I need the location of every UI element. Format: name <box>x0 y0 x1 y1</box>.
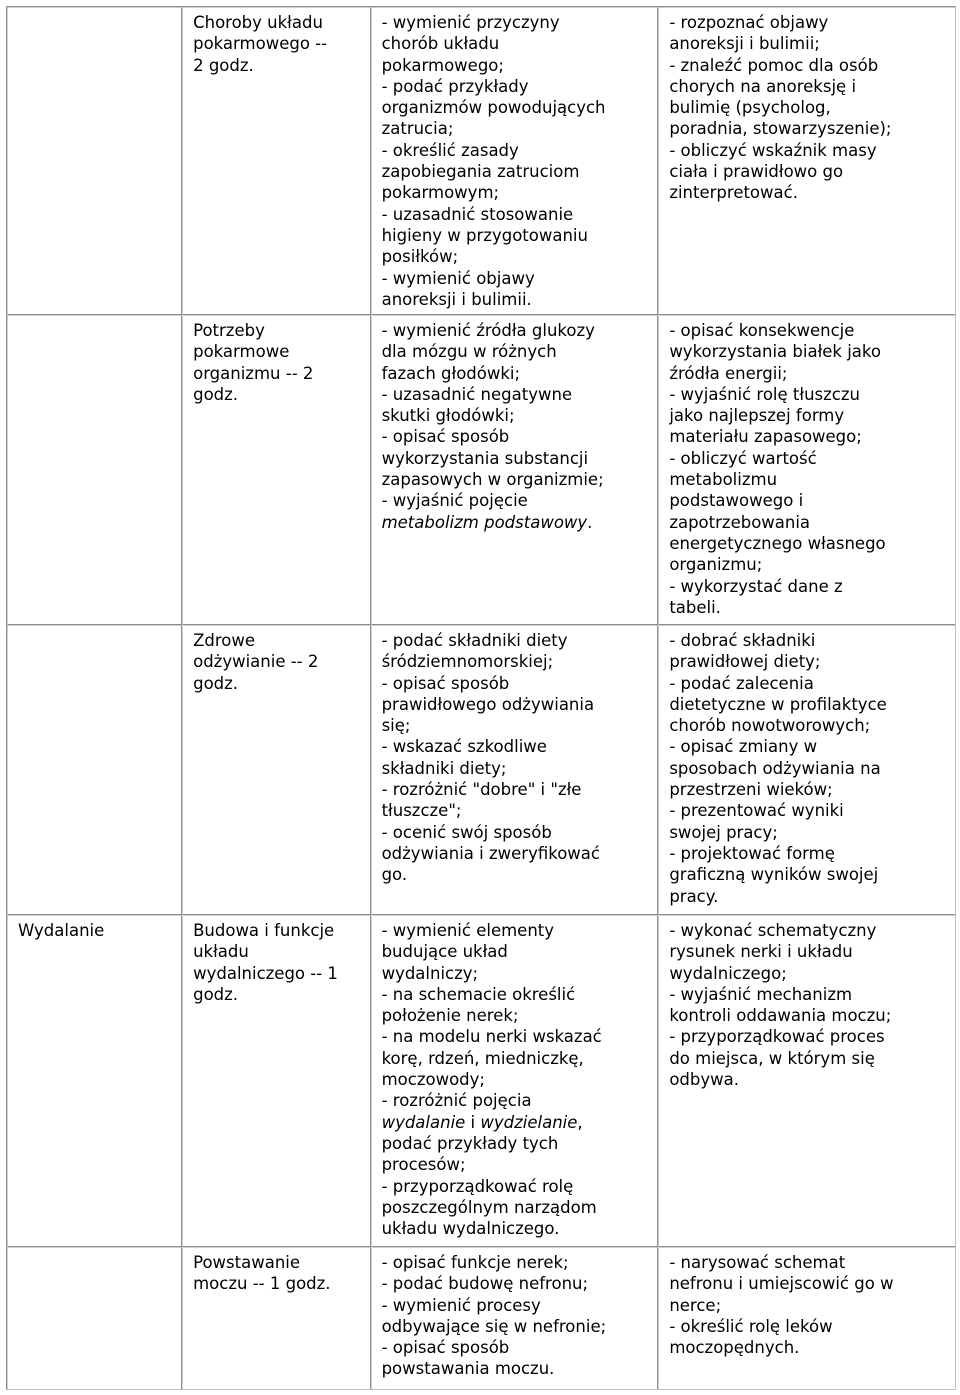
basic-requirements-cell <box>371 1247 659 1389</box>
cell-text-line <box>382 920 648 941</box>
cell-text-line <box>382 984 648 1005</box>
cell-text-line <box>382 779 648 800</box>
cell-text-line: układu <box>193 942 249 962</box>
basic-requirements-cell <box>371 315 659 625</box>
text-segment: - określić rolę leków <box>669 1316 833 1336</box>
cell-text-line <box>382 864 648 885</box>
cell-text-line <box>669 843 945 864</box>
cell-text-line <box>669 800 945 821</box>
cell-text-line <box>669 1316 945 1337</box>
cell-text-line <box>669 97 945 118</box>
extended-requirements-cell <box>658 915 955 1247</box>
text-segment: materiału zapasowego; <box>669 427 862 447</box>
cell-text-line <box>669 426 945 447</box>
text-segment: korę, rdzeń, miedniczkę, <box>381 1048 584 1068</box>
cell-text-line <box>669 33 945 54</box>
topic-cell <box>182 1247 370 1389</box>
cell-text-line <box>669 76 945 97</box>
cell-text-line <box>669 161 945 182</box>
cell-text-line <box>669 341 945 362</box>
text-segment: energetycznego własnego <box>669 533 886 553</box>
cell-text-line: odżywianie -- 2 <box>193 652 319 672</box>
cell-text-line <box>669 1069 945 1090</box>
text-segment: - prezentować wyniki <box>669 801 844 821</box>
extended-requirements-cell <box>658 1247 955 1389</box>
cell-text-line <box>382 268 648 289</box>
cell-text-line <box>382 161 648 182</box>
text-segment: . <box>587 512 593 532</box>
cell-text-line <box>382 140 648 161</box>
cell-text-line <box>382 941 648 962</box>
topic-cell <box>182 625 370 915</box>
cell-text-line <box>669 490 945 511</box>
text-segment: chorób układu <box>381 34 500 54</box>
text-segment: - wyjaśnić rolę tłuszczu <box>669 384 860 404</box>
text-segment: zapobiegania zatruciom <box>381 162 580 182</box>
text-segment: powstawania moczu. <box>381 1359 555 1379</box>
cell-text-line <box>669 736 945 757</box>
cell-text-line <box>669 779 945 800</box>
text-segment: odbywające się w nefronie; <box>381 1316 607 1336</box>
cell-text-line <box>382 1154 648 1175</box>
extended-requirements-cell <box>658 625 955 915</box>
cell-text-line <box>382 512 648 533</box>
text-segment: - podać budowę nefronu; <box>381 1274 589 1294</box>
table-row <box>7 7 955 315</box>
cell-text-line <box>382 320 648 341</box>
cell-text-line <box>669 651 945 672</box>
italic-term: wydzielanie <box>480 1112 578 1132</box>
text-segment: - na modelu nerki wskazać <box>381 1027 602 1047</box>
text-segment: poszczególnym narządom <box>381 1197 597 1217</box>
cell-text-line: Wydalanie <box>18 921 105 940</box>
cell-text-line <box>669 140 945 161</box>
text-segment: - znaleźć pomoc dla osób <box>669 55 879 75</box>
cell-text-line <box>382 405 648 426</box>
cell-text-line: godz. <box>193 384 239 404</box>
cell-text-line <box>669 384 945 405</box>
text-segment: moczowody; <box>381 1070 485 1090</box>
cell-text-line <box>669 864 945 885</box>
cell-text-line <box>382 1026 648 1047</box>
cell-text-line <box>382 225 648 246</box>
text-segment: - wymienić przyczyny <box>381 13 560 32</box>
cell-text-line <box>382 1273 648 1294</box>
cell-text-line: godz. <box>193 984 239 1004</box>
cell-text-line: pokarmowego -- <box>193 34 328 54</box>
text-segment: - przyporządkować proces <box>669 1027 885 1047</box>
cell-text-line <box>382 843 648 864</box>
text-segment: bulimię (psycholog, <box>669 98 831 118</box>
text-segment: sposobach odżywiania na <box>669 758 881 778</box>
cell-text-line <box>669 597 945 618</box>
section-cell <box>7 915 182 1247</box>
cell-text-line <box>669 12 945 33</box>
text-segment: dietetyczne w profilaktyce <box>669 694 887 714</box>
cell-text-line <box>382 118 648 139</box>
topic-cell <box>182 315 370 625</box>
text-segment: się; <box>381 716 411 736</box>
text-segment: wykorzystania białek jako <box>669 342 881 362</box>
text-segment: zapotrzebowania <box>669 512 811 532</box>
text-segment: tabeli. <box>669 597 721 617</box>
cell-text-line <box>382 630 648 651</box>
cell-text-line <box>669 886 945 907</box>
cell-text-line <box>669 118 945 139</box>
text-segment: tłuszcze"; <box>381 801 462 821</box>
cell-text-line <box>382 384 648 405</box>
cell-text-line <box>382 715 648 736</box>
cell-text-line: organizmu -- 2 <box>193 363 314 383</box>
text-segment: poradnia, stowarzyszenie); <box>669 119 892 139</box>
cell-text-line <box>669 694 945 715</box>
text-segment: pokarmowego; <box>381 55 504 75</box>
text-segment: kontroli oddawania moczu; <box>669 1006 892 1026</box>
cell-text-line <box>382 694 648 715</box>
text-segment: graficzną wyników swojej <box>669 865 879 885</box>
cell-text-line <box>382 1316 648 1337</box>
cell-text-line <box>382 1090 648 1111</box>
text-segment: chorób nowotworowych; <box>669 716 871 736</box>
cell-text-line <box>382 1252 648 1273</box>
extended-requirements-cell <box>658 7 955 315</box>
text-segment: prawidłowego odżywiania <box>381 694 595 714</box>
text-segment: - rozróżnić pojęcia <box>381 1091 532 1111</box>
cell-text-line <box>382 963 648 984</box>
cell-text-line <box>669 1005 945 1026</box>
cell-text-line <box>669 554 945 575</box>
text-segment: dla mózgu w różnych <box>381 342 557 362</box>
cell-text-line <box>669 182 945 203</box>
topic-cell <box>182 7 370 315</box>
cell-text-line <box>669 1337 945 1358</box>
text-segment: położenie nerek; <box>381 1006 519 1026</box>
cell-text-line: Zdrowe <box>193 631 256 650</box>
text-segment: jako najlepszej formy <box>669 406 845 426</box>
cell-text-line <box>382 651 648 672</box>
curriculum-table <box>6 6 956 1390</box>
text-segment: - opisać konsekwencje <box>669 321 855 340</box>
cell-text-line <box>382 1069 648 1090</box>
text-segment: - wykorzystać dane z <box>669 576 843 596</box>
text-segment: metabolizmu <box>669 470 778 490</box>
text-segment: - określić zasady <box>381 140 519 160</box>
text-segment: źródła energii; <box>669 363 788 383</box>
section-cell <box>7 315 182 625</box>
text-segment: - wskazać szkodliwe <box>381 737 547 757</box>
cell-text-line <box>669 469 945 490</box>
text-segment: chorych na anoreksję i <box>669 76 857 96</box>
text-segment: - wykonać schematyczny <box>669 921 877 940</box>
cell-text-line: Budowa i funkcje <box>193 921 335 940</box>
cell-text-line <box>669 512 945 533</box>
cell-text-line <box>669 715 945 736</box>
text-segment: - wymienić procesy <box>381 1295 541 1315</box>
cell-text-line: wydalniczego -- 1 <box>193 963 338 983</box>
text-segment: - ocenić swój sposób <box>381 822 552 842</box>
text-segment: moczopędnych. <box>669 1338 800 1358</box>
cell-text-line <box>669 320 945 341</box>
text-segment: pracy. <box>669 886 719 906</box>
text-segment: posiłków; <box>381 247 459 267</box>
italic-term: metabolizm podstawowy <box>381 512 588 532</box>
cell-text-line <box>669 822 945 843</box>
cell-text-line <box>382 800 648 821</box>
text-segment: higieny w przygotowaniu <box>381 225 588 245</box>
text-segment: zatrucia; <box>381 119 454 139</box>
text-segment: anoreksji i bulimii; <box>669 34 820 54</box>
text-segment: organizmów powodujących <box>381 98 606 118</box>
cell-text-line <box>669 576 945 597</box>
cell-text-line <box>382 341 648 362</box>
cell-text-line <box>382 1295 648 1316</box>
cell-text-line <box>669 55 945 76</box>
cell-text-line: Choroby układu <box>193 13 323 32</box>
text-segment: - wyjaśnić pojęcie <box>381 491 528 511</box>
text-segment: nerce; <box>669 1295 722 1315</box>
cell-text-line <box>382 246 648 267</box>
text-segment: zapasowych w organizmie; <box>381 470 604 490</box>
text-segment: - podać składniki diety <box>381 631 568 650</box>
text-segment: - opisać funkcje nerek; <box>381 1253 569 1272</box>
text-segment: ciała i prawidłowo go <box>669 162 844 182</box>
text-segment: wydalniczy; <box>381 963 479 983</box>
cell-text-line <box>382 490 648 511</box>
text-segment: - wymienić objawy <box>381 268 535 288</box>
cell-text-line <box>382 1358 648 1379</box>
cell-text-line <box>382 33 648 54</box>
cell-text-line <box>382 1005 648 1026</box>
text-segment: przestrzeni wieków; <box>669 780 833 800</box>
text-segment: fazach głodówki; <box>381 363 521 383</box>
text-segment: - wymienić elementy <box>381 921 555 940</box>
cell-text-line <box>382 426 648 447</box>
text-segment: wydalniczego; <box>669 963 787 983</box>
text-segment: pokarmowym; <box>381 183 500 203</box>
text-segment: - rozróżnić "dobre" i "złe <box>381 780 582 800</box>
text-segment: organizmu; <box>669 555 763 575</box>
basic-requirements-cell <box>371 625 659 915</box>
cell-text-line <box>669 920 945 941</box>
cell-text-line <box>382 182 648 203</box>
text-segment: podstawowego i <box>669 491 804 511</box>
cell-text-line: Potrzeby <box>193 321 265 340</box>
text-segment: rysunek nerki i układu <box>669 942 853 962</box>
cell-text-line <box>382 673 648 694</box>
cell-text-line <box>382 448 648 469</box>
text-segment: zinterpretować. <box>669 183 798 203</box>
text-segment: i <box>465 1112 481 1132</box>
text-segment: układu wydalniczego. <box>381 1219 560 1239</box>
text-segment: anoreksji i bulimii. <box>381 289 532 309</box>
cell-text-line: pokarmowe <box>193 342 290 362</box>
text-segment: podać przykłady tych <box>381 1133 559 1153</box>
text-segment: - dobrać składniki <box>669 631 816 650</box>
text-segment: do miejsca, w którym się <box>669 1048 875 1068</box>
cell-text-line <box>382 12 648 33</box>
cell-text-line <box>382 76 648 97</box>
table-row <box>7 1247 955 1389</box>
cell-text-line <box>669 941 945 962</box>
topic-cell <box>182 915 370 1247</box>
italic-term: wydalanie <box>381 1112 466 1132</box>
cell-text-line <box>669 758 945 779</box>
cell-text-line <box>669 448 945 469</box>
text-segment: - przyporządkować rolę <box>381 1176 574 1196</box>
text-segment: śródziemnomorskiej; <box>381 652 554 672</box>
cell-text-line <box>669 1273 945 1294</box>
text-segment: - uzasadnić negatywne <box>381 384 573 404</box>
text-segment: - opisać sposób <box>381 1338 510 1358</box>
cell-text-line <box>382 1048 648 1069</box>
text-segment: - rozpoznać objawy <box>669 13 829 32</box>
cell-text-line <box>382 1176 648 1197</box>
text-segment: nefronu i umiejscowić go w <box>669 1274 894 1294</box>
cell-text-line <box>382 758 648 779</box>
text-segment: - narysować schemat <box>669 1253 846 1272</box>
table-row <box>7 315 955 625</box>
text-segment: - uzasadnić stosowanie <box>381 204 574 224</box>
text-segment: budujące układ <box>381 942 508 962</box>
cell-text-line <box>669 1295 945 1316</box>
text-segment: , <box>577 1112 583 1132</box>
cell-text-line <box>382 289 648 310</box>
cell-text-line <box>669 533 945 554</box>
text-segment: - opisać zmiany w <box>669 737 818 757</box>
cell-text-line <box>669 363 945 384</box>
text-segment: - na schemacie określić <box>381 984 576 1004</box>
table-row <box>7 915 955 1247</box>
section-cell <box>7 625 182 915</box>
section-cell <box>7 1247 182 1389</box>
cell-text-line: Powstawanie <box>193 1253 301 1272</box>
cell-text-line <box>382 1197 648 1218</box>
cell-text-line <box>382 1337 648 1358</box>
text-segment: swojej pracy; <box>669 822 778 842</box>
cell-text-line <box>382 1133 648 1154</box>
cell-text-line <box>382 736 648 757</box>
cell-text-line: moczu -- 1 godz. <box>193 1274 331 1294</box>
cell-text-line <box>382 469 648 490</box>
basic-requirements-cell <box>371 915 659 1247</box>
cell-text-line <box>382 97 648 118</box>
cell-text-line: 2 godz. <box>193 55 254 75</box>
text-segment: - projektować formę <box>669 843 835 863</box>
basic-requirements-cell <box>371 7 659 315</box>
cell-text-line: godz. <box>193 673 239 693</box>
cell-text-line <box>669 984 945 1005</box>
text-segment: prawidłowej diety; <box>669 652 821 672</box>
cell-text-line <box>669 630 945 651</box>
section-cell <box>7 7 182 315</box>
text-segment: - wyjaśnić mechanizm <box>669 984 853 1004</box>
cell-text-line <box>382 363 648 384</box>
cell-text-line <box>669 1252 945 1273</box>
cell-text-line <box>669 963 945 984</box>
cell-text-line <box>669 1048 945 1069</box>
cell-text-line <box>382 55 648 76</box>
text-segment: - opisać sposób <box>381 673 510 693</box>
text-segment: - podać zalecenia <box>669 673 814 693</box>
text-segment: - obliczyć wskaźnik masy <box>669 140 877 160</box>
text-segment: odbywa. <box>669 1070 739 1090</box>
text-segment: wykorzystania substancji <box>381 448 589 468</box>
text-segment: - obliczyć wartość <box>669 448 817 468</box>
table-row <box>7 625 955 915</box>
extended-requirements-cell <box>658 315 955 625</box>
cell-text-line <box>382 1112 648 1133</box>
text-segment: - opisać sposób <box>381 427 510 447</box>
cell-text-line <box>669 673 945 694</box>
text-segment: go. <box>381 865 408 885</box>
text-segment: skutki głodówki; <box>381 406 515 426</box>
cell-text-line <box>669 405 945 426</box>
text-segment: - wymienić źródła glukozy <box>381 321 595 340</box>
cell-text-line <box>382 822 648 843</box>
text-segment: - podać przykłady <box>381 76 529 96</box>
cell-text-line <box>382 204 648 225</box>
text-segment: składniki diety; <box>381 758 507 778</box>
text-segment: procesów; <box>381 1155 466 1175</box>
cell-text-line <box>669 1026 945 1047</box>
text-segment: odżywiania i zweryfikować <box>381 843 600 863</box>
cell-text-line <box>382 1218 648 1239</box>
